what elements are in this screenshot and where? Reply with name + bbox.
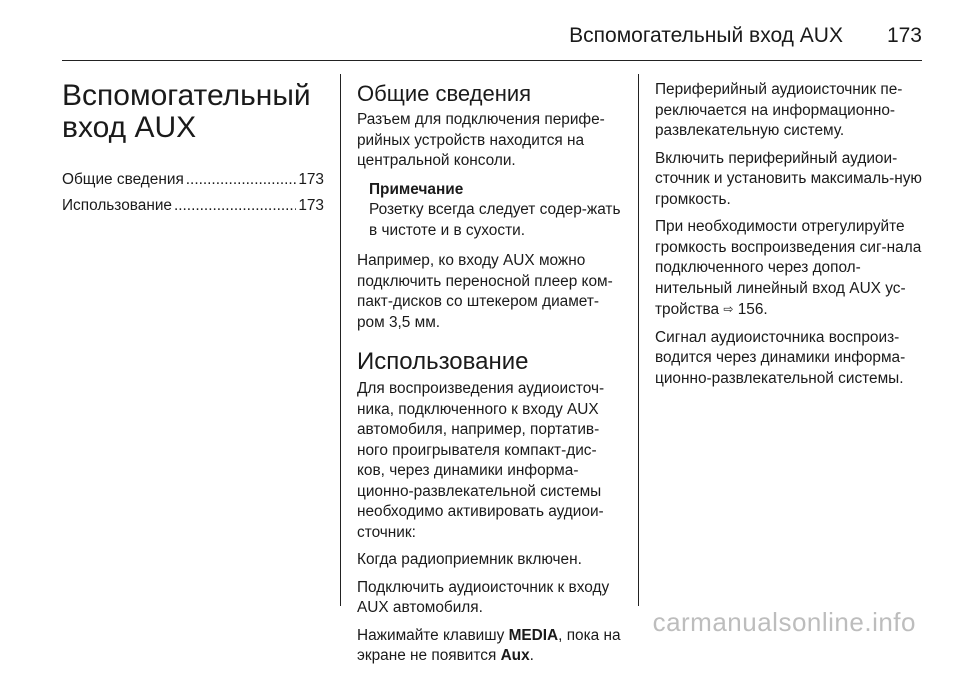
aux-screen-label: Aux (500, 647, 530, 664)
watermark: carmanualsonline.info (652, 607, 916, 637)
toc-label: Общие сведения (62, 171, 184, 188)
toc-entry-usage[interactable] (62, 196, 324, 217)
paragraph: Периферийный аудиоисточник пе-реключается на информационно-развлекательную систему. (655, 81, 903, 139)
text: При необходимости отрегулируйте громкость воспроизведения сиг-нала подключенного через допол-нительный линейный вход AUX ус-тройства (655, 218, 922, 318)
column-divider-2 (638, 74, 639, 606)
column-divider-1 (340, 74, 341, 606)
chapter-title (62, 80, 324, 144)
text: , пока на экране не появится (357, 626, 621, 664)
toc-entry-general[interactable] (62, 170, 324, 191)
column-3 (655, 80, 923, 396)
paragraph: Подключить аудиоисточник к входу AUX автомобиля. (357, 578, 610, 616)
page-reference-arrow-icon: ⇨ (723, 302, 734, 316)
toc-label: Использование (62, 196, 172, 214)
paragraph-volume (655, 217, 923, 321)
paragraph: Включить периферийный аудиои-сточник и установить максималь-ную громкость. (655, 149, 922, 208)
note-text: Розетку всегда следует содер-жать в чистоте и в сухости. (369, 201, 621, 239)
paragraph: Для воспроизведения аудиоисточ-ника, подключенного к входу AUX автомобиля, например, портатив-ного проигрывателя компакт-дис-ков, через динамики информа-ционно-развлекательной системы необходимо активировать аудиои-сточник: (357, 380, 605, 541)
chapter-title-line2: вход AUX (62, 111, 197, 144)
paragraph-media (357, 626, 621, 667)
page-header (62, 14, 922, 58)
section-title-general: Общие сведения (357, 81, 532, 106)
text: . (529, 647, 534, 664)
media-key-label: MEDIA (508, 626, 559, 644)
paragraph: Например, ко входу AUX можно подключить переносной плеер ком-пакт-дисков со штекером диамет-ром 3,5 мм. (357, 252, 613, 331)
section-title-usage: Использование (357, 348, 529, 375)
paragraph: Сигнал аудиоисточника воспроиз-водится через динамики информа-ционно-развлекательной системы. (655, 328, 906, 387)
column-2 (357, 80, 621, 674)
column-1 (62, 80, 324, 221)
note-box (369, 180, 621, 242)
text: Нажимайте клавишу (357, 626, 509, 644)
paragraph: Когда радиоприемник включен. (357, 551, 582, 568)
header-title: Вспомогательный вход AUX (569, 24, 843, 47)
page-reference[interactable]: 156. (733, 301, 768, 318)
header-rule (62, 60, 922, 61)
paragraph: Разъем для подключения перифе-рийных устройств находится на центральной консоли. (357, 111, 605, 169)
toc-leader (174, 196, 296, 217)
page-number: 173 (886, 24, 922, 47)
toc-leader (186, 170, 297, 191)
toc-page: 173 (298, 196, 324, 214)
chapter-title-line1: Вспомогательный (62, 79, 311, 112)
note-title: Примечание (369, 180, 464, 198)
toc-page: 173 (298, 171, 324, 188)
